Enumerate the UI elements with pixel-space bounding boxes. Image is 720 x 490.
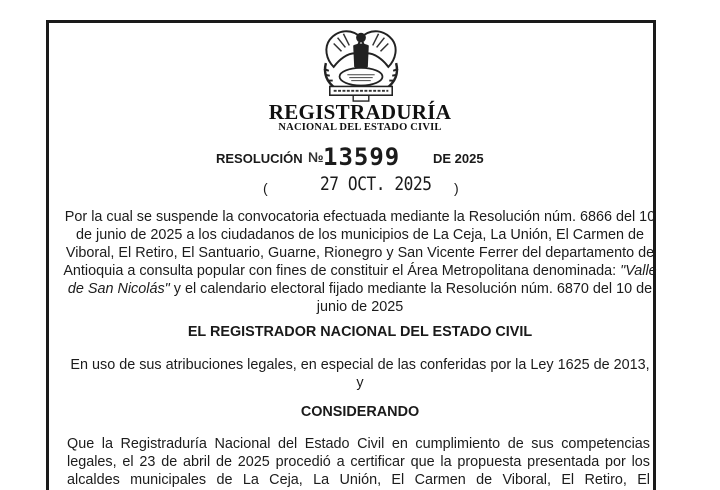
org-title: REGISTRADURÍA xyxy=(268,100,452,124)
summary-italic-name: "Valle de San Nicolás" xyxy=(67,263,657,297)
powers-paragraph: En uso de sus atribuciones legales, en especial de las conferidas por la Ley 1625 de 2013, y xyxy=(70,357,650,391)
date-paren-open: ( xyxy=(263,180,268,196)
date-paren-close: ) xyxy=(454,180,459,196)
stamp-prefix-mark: № xyxy=(308,149,324,165)
org-subtitle: NACIONAL DEL ESTADO CIVIL xyxy=(278,122,442,133)
resolution-line xyxy=(0,144,720,174)
resolution-number-stamp: 13599 xyxy=(323,143,401,171)
resolution-label: RESOLUCIÓN xyxy=(216,151,303,166)
resolution-summary xyxy=(60,208,660,316)
considerando-paragraph xyxy=(67,435,650,489)
summary-text-part1: Por la cual se suspende la convocatoria efectuada mediante la Resolución núm. 6866 del 10 de junio de 2025 a los ciudadanos de los municipios de La Ceja, La Unión, El Carmen de Viboral, El Retiro, El Santuario, Guarne, Rionegro y San Vicente Ferrer del departamento de Antioquia a consulta popular con fines de constituir el Área Metropolitana denominada: xyxy=(63,209,656,279)
colombian-condor-crest-icon xyxy=(312,24,410,104)
date-stamp: 27 OCT. 2025 xyxy=(320,173,432,195)
resolution-year: DE 2025 xyxy=(433,151,484,166)
summary-text-part2: y el calendario electoral fijado mediante la Resolución núm. 6870 del 10 de junio de 2025 xyxy=(169,281,653,315)
paragraph-line: legales, el 23 de abril de 2025 procedió a certificar que la propuesta presentada por los xyxy=(67,454,650,470)
date-line xyxy=(0,172,720,202)
paragraph-line: Que la Registraduría Nacional del Estado Civil en cumplimiento de sus competencias xyxy=(67,436,650,452)
authority-heading: EL REGISTRADOR NACIONAL DEL ESTADO CIVIL xyxy=(187,324,533,340)
considerando-heading: CONSIDERANDO xyxy=(300,404,420,420)
paragraph-line: alcaldes municipales de La Ceja, La Unión, El Carmen de Viboral, El Retiro, El xyxy=(67,472,650,488)
